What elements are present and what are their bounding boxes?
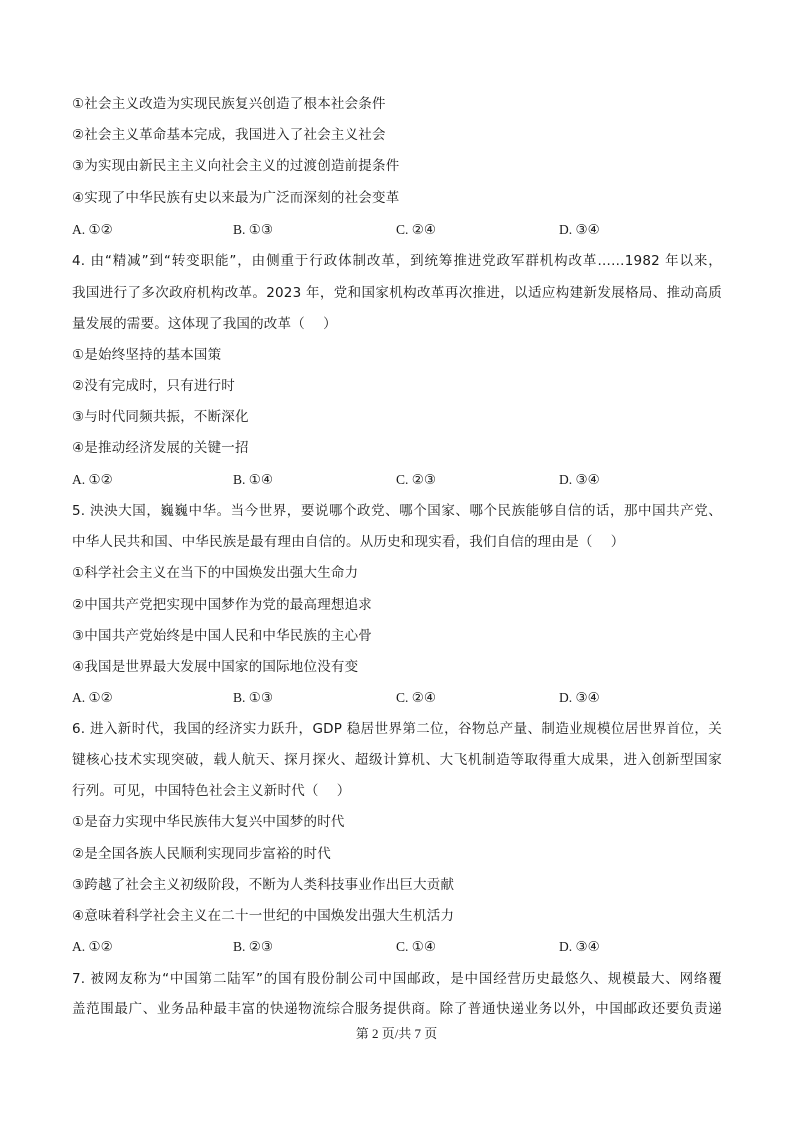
q6-stem-line-3: 行列。可见，中国特色社会主义新时代（ ） <box>72 783 351 799</box>
q3-item-4: ④实现了中华民族有史以来最为广泛而深刻的社会变革 <box>72 190 400 206</box>
q6-stem-line-1: 6. 进入新时代，我国的经济实力跃升，GDP 稳居世界第二位，谷物总产量、制造业规模位居世界首位，关 <box>72 721 722 737</box>
q5-option-c: C. ②④ <box>396 690 436 705</box>
q3-item-3: ③为实现由新民主主义向社会主义的过渡创造前提条件 <box>72 158 400 174</box>
q6-stem-line-2: 键核心技术实现突破，载人航天、探月探火、超级计算机、大飞机制造等取得重大成果，进入创新型国家 <box>72 752 722 768</box>
q6-options <box>72 938 632 956</box>
q6-item-4: ④意味着科学社会主义在二十一世纪的中国焕发出强大生机活力 <box>72 908 455 924</box>
q7-stem-line-2: 盖范围最广、业务品种最丰富的快递物流综合服务提供商。除了普通快递业务以外，中国邮政还要负责递 <box>72 1001 722 1017</box>
q4-options <box>72 471 632 489</box>
q3-option-d: D. ③④ <box>559 222 600 237</box>
q4-stem-line-1: 4. 由“精减”到“转变职能”，由侧重于行政体制改革，到统筹推进党政军群机构改革……1982 年以来， <box>72 253 722 269</box>
q6-option-d: D. ③④ <box>559 939 600 954</box>
q6-option-a: A. ①② <box>72 939 113 954</box>
q5-item-2: ②中国共产党把实现中国梦作为党的最高理想追求 <box>72 597 373 613</box>
q4-item-4: ④是推动经济发展的关键一招 <box>72 440 249 456</box>
q4-stem-line-3: 量发展的需要。这体现了我国的改革（ ） <box>72 316 337 332</box>
q6-option-c: C. ①④ <box>396 939 436 954</box>
q4-option-a: A. ①② <box>72 472 113 487</box>
q5-option-d: D. ③④ <box>559 690 600 705</box>
q5-option-a: A. ①② <box>72 690 113 705</box>
q5-item-1: ①科学社会主义在当下的中国焕发出强大生命力 <box>72 565 359 581</box>
page-number-footer: 第 2 页/共 7 页 <box>355 1026 438 1041</box>
q4-item-1: ①是始终坚持的基本国策 <box>72 347 222 363</box>
q3-option-c: C. ②④ <box>396 222 436 237</box>
q3-options <box>72 221 632 239</box>
q3-option-b: B. ①③ <box>233 222 273 237</box>
q3-item-1: ①社会主义改造为实现民族复兴创造了根本社会条件 <box>72 96 386 112</box>
q4-item-2: ②没有完成时，只有进行时 <box>72 378 236 394</box>
q5-stem-line-1: 5. 泱泱大国，巍巍中华。当今世界，要说哪个政党、哪个国家、哪个民族能够自信的话，那中国共产党、 <box>72 503 722 519</box>
q5-options <box>72 689 632 707</box>
q7-stem-line-1: 7. 被网友称为“中国第二陆军”的国有股份制公司中国邮政，是中国经营历史最悠久、规模最大、网络覆 <box>72 971 722 987</box>
q4-stem-line-2: 我国进行了多次政府机构改革。2023 年，党和国家机构改革再次推进，以适应构建新发展格局、推动高质 <box>72 285 722 301</box>
q5-stem-line-2: 中华人民共和国、中华民族是最有理由自信的。从历史和现实看，我们自信的理由是（ ） <box>72 534 625 550</box>
q5-item-4: ④我国是世界最大发展中国家的国际地位没有变 <box>72 659 359 675</box>
q3-option-a: A. ①② <box>72 222 113 237</box>
q3-item-2: ②社会主义革命基本完成，我国进入了社会主义社会 <box>72 127 386 143</box>
q6-item-2: ②是全国各族人民顺利实现同步富裕的时代 <box>72 846 331 862</box>
q4-item-3: ③与时代同频共振，不断深化 <box>72 409 249 425</box>
q4-option-d: D. ③④ <box>559 472 600 487</box>
q5-item-3: ③中国共产党始终是中国人民和中华民族的主心骨 <box>72 628 373 644</box>
q6-item-3: ③跨越了社会主义初级阶段，不断为人类科技事业作出巨大贡献 <box>72 877 455 893</box>
q5-option-b: B. ①③ <box>233 690 273 705</box>
q4-option-b: B. ①④ <box>233 472 273 487</box>
q4-option-c: C. ②③ <box>396 472 436 487</box>
q6-option-b: B. ②③ <box>233 939 273 954</box>
q6-item-1: ①是奋力实现中华民族伟大复兴中国梦的时代 <box>72 814 345 830</box>
